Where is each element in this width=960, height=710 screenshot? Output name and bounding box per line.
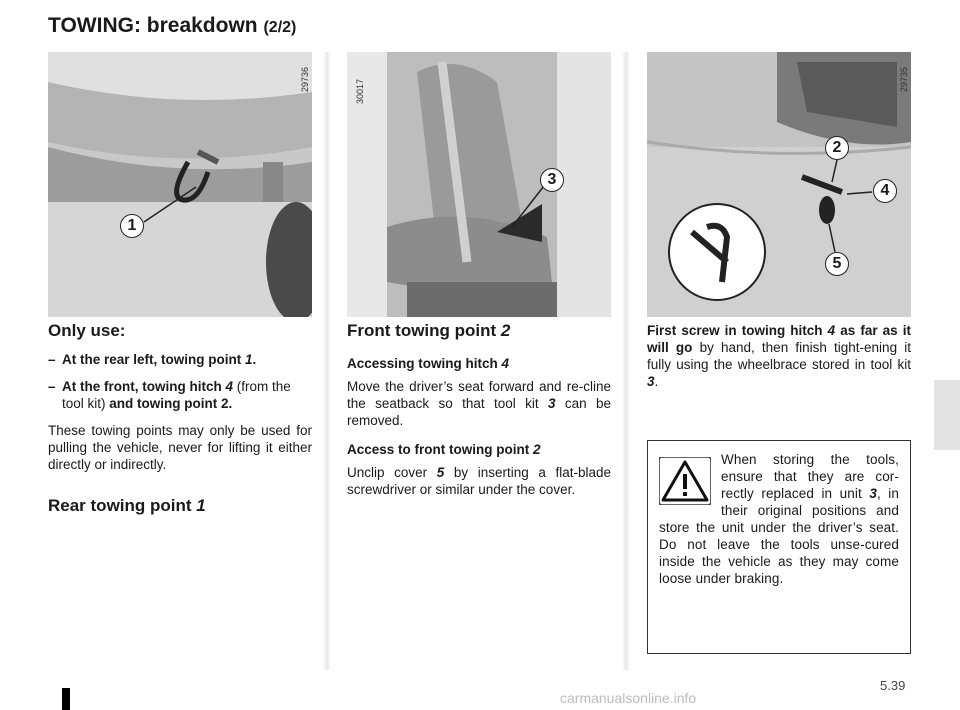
callout-3: 3 xyxy=(540,168,564,192)
column-2 xyxy=(347,322,611,510)
page-title: TOWING: breakdown (2/2) xyxy=(48,14,297,37)
photo-front-towing xyxy=(647,52,911,317)
front-bumper-illustration xyxy=(647,52,911,317)
rear-bumper-illustration xyxy=(48,52,312,317)
column-divider xyxy=(323,52,331,670)
column-3 xyxy=(647,322,911,402)
footer-mark xyxy=(62,688,70,710)
list-item: – At the rear left, towing point 1. xyxy=(48,352,257,367)
page-number: 5.39 xyxy=(880,678,906,693)
warning-triangle-icon xyxy=(659,457,711,505)
section-tab xyxy=(934,380,960,450)
subheading: Access to front towing point 2 xyxy=(347,442,541,457)
driver-seat-illustration xyxy=(347,52,611,317)
callout-4: 4 xyxy=(873,179,897,203)
paragraph: These towing points may only be used for pulling the vehicle, never for lifting it either directly or indirectly. xyxy=(48,423,312,472)
paragraph: Unclip cover 5 by inserting a flat-blade screwdriver or similar under the cover. xyxy=(347,465,611,497)
callout-2: 2 xyxy=(825,136,849,160)
warning-text: When storing the tools, ensure that they are cor-rectly replaced in unit 3, in their original positions and store the unit under the driver’s seat. Do not leave the tools unse-cured inside the vehicle as they may come loose under braking. xyxy=(659,452,899,586)
column-divider xyxy=(622,52,630,670)
paragraph: Move the driver’s seat forward and re-cline the seatback so that tool kit 3 can be removed. xyxy=(347,379,611,428)
list-item: – At the front, towing hitch 4 (from the tool kit) and towing point 2. xyxy=(48,379,291,411)
paragraph: First screw in towing hitch 4 as far as it will go by hand, then finish tight-ening it fully using the wheelbrace stored in tool kit 3. xyxy=(647,323,911,389)
section-heading: Only use: xyxy=(48,321,126,340)
callout-5: 5 xyxy=(825,252,849,276)
photo-rear-towing xyxy=(48,52,312,317)
column-1 xyxy=(48,322,312,526)
photo-id: 30017 xyxy=(355,78,365,104)
subheading: Accessing towing hitch 4 xyxy=(347,356,510,371)
section-heading: Front towing point 2 xyxy=(347,321,511,340)
section-heading: Rear towing point 1 xyxy=(48,496,206,515)
callout-1: 1 xyxy=(120,214,144,238)
photo-id: 29736 xyxy=(300,66,310,92)
watermark: carmanualsonline.info xyxy=(560,690,697,706)
photo-driver-seat xyxy=(347,52,611,317)
warning-box xyxy=(647,440,911,654)
photo-id: 29735 xyxy=(899,66,909,92)
